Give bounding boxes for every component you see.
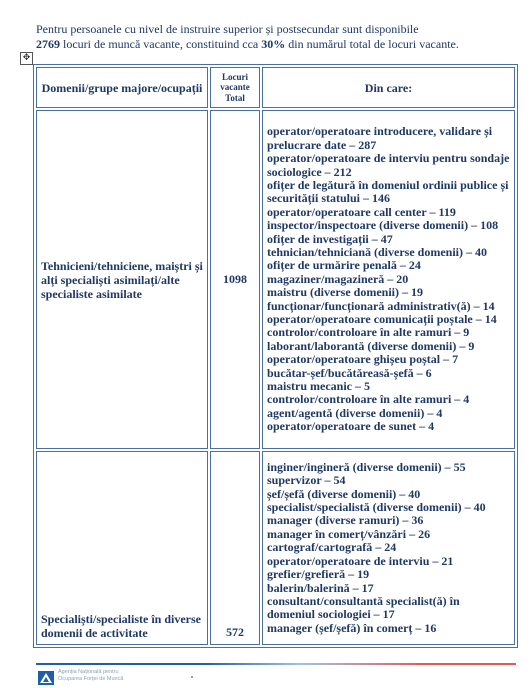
intro-line1: Pentru persoanele cu nivel de instruire superior și postsecundar sunt disponibile (36, 22, 419, 36)
list-item: tehnician/tehniciană (diverse domenii) – 40 (267, 244, 487, 259)
agency-line1: Agenția Națională pentru (58, 669, 119, 675)
list-item: balerin/balerină – 17 (267, 580, 374, 595)
table-move-handle-icon[interactable]: ✥ (20, 52, 33, 65)
list-item: controlor/controloare în alte ramuri – 9 (267, 325, 470, 340)
table-header-row (36, 67, 515, 108)
footer-agency-name (58, 669, 123, 682)
agency-line2: Ocuparea Forței de Muncă (58, 675, 124, 682)
anofm-logo-icon (38, 671, 54, 685)
header-detail: Din care: (262, 67, 515, 108)
list-item: bucătar-șef/bucătăreasă-șefă – 6 (267, 365, 432, 380)
list-item: magaziner/magazineră – 20 (267, 271, 409, 286)
list-item: operator/operatoare comunicații poștale – 14 (267, 312, 497, 327)
list-item: manager (șef/șefă) în comerț – 16 (267, 620, 437, 635)
list-item: cartograf/cartografă – 24 (267, 540, 397, 555)
list-item: operator/operatoare call center – 119 (267, 204, 456, 219)
row-total: 572 (210, 451, 260, 645)
table-row (36, 451, 515, 645)
list-item: supervizor – 54 (267, 473, 346, 488)
row-detail-list (262, 110, 515, 449)
vacancy-percent: 30% (261, 37, 286, 51)
list-item: ofițer de investigații – 47 (267, 231, 393, 246)
list-item: manager (diverse ramuri) – 36 (267, 513, 424, 528)
intro-paragraph (36, 22, 516, 52)
row-domain: Tehnicieni/tehniciene, maiștri și alți specialiști asimilați/alte specialiste asimilate (36, 110, 208, 449)
intro-line2-end: din numărul total de locuri vacante. (285, 37, 459, 51)
list-item: inspector/inspectoare (diverse domenii) – 108 (267, 218, 499, 233)
header-domain: Domenii/grupe majore/ocupații (36, 67, 208, 108)
vacancy-count: 2769 (36, 37, 60, 51)
list-item: șef/șefă (diverse domenii) – 40 (267, 486, 421, 501)
list-item: manager în comerț/vânzări – 26 (267, 526, 431, 541)
list-item: agent/agentă (diverse domenii) – 4 (267, 405, 443, 420)
list-item: laborant/laborantă (diverse domenii) – 9 (267, 338, 475, 353)
footer-divider (36, 663, 516, 665)
list-item: ofițer de legătură în domeniul ordinii publice și securității statului – 146 (267, 177, 509, 206)
list-item: maistru (diverse domenii) – 19 (267, 285, 423, 300)
list-item: operator/operatoare de interviu pentru sondaje sociologice – 212 (267, 151, 510, 179)
list-item: funcționar/funcționară administrativ(ă) – 14 (267, 298, 495, 313)
list-item: controlor/controloare în alte ramuri – 4 (267, 392, 470, 407)
footer-dot (191, 676, 193, 678)
row-detail-list (262, 451, 515, 645)
list-item: maistru mecanic – 5 (267, 379, 370, 394)
list-item: consultant/consultantă specialist(ă) în domeniul sociologiei – 17 (267, 593, 460, 622)
list-item: ofițer de urmărire penală – 24 (267, 258, 421, 273)
list-item: specialist/specialistă (diverse domenii) – 40 (267, 500, 486, 515)
vacancies-table (33, 64, 518, 648)
list-item: operator/operatoare ghișeu poștal – 7 (267, 352, 459, 367)
table-row (36, 110, 515, 449)
list-item: operator/operatoare de sunet – 4 (267, 419, 435, 434)
list-item: grefier/grefieră – 19 (267, 567, 370, 582)
list-item: operator/operatoare introducere, validare și prelucrare date – 287 (267, 124, 493, 152)
list-item: operator/operatoare de interviu – 21 (267, 553, 454, 568)
intro-line2-mid: locuri de muncă vacante, constituind cca (60, 37, 262, 51)
row-total: 1098 (210, 110, 260, 449)
header-total: Locuri vacante Total (210, 67, 260, 108)
list-item: inginer/ingineră (diverse domenii) – 55 (267, 459, 466, 474)
row-domain: Specialiști/specialiste în diverse domenii de activitate (36, 451, 208, 645)
